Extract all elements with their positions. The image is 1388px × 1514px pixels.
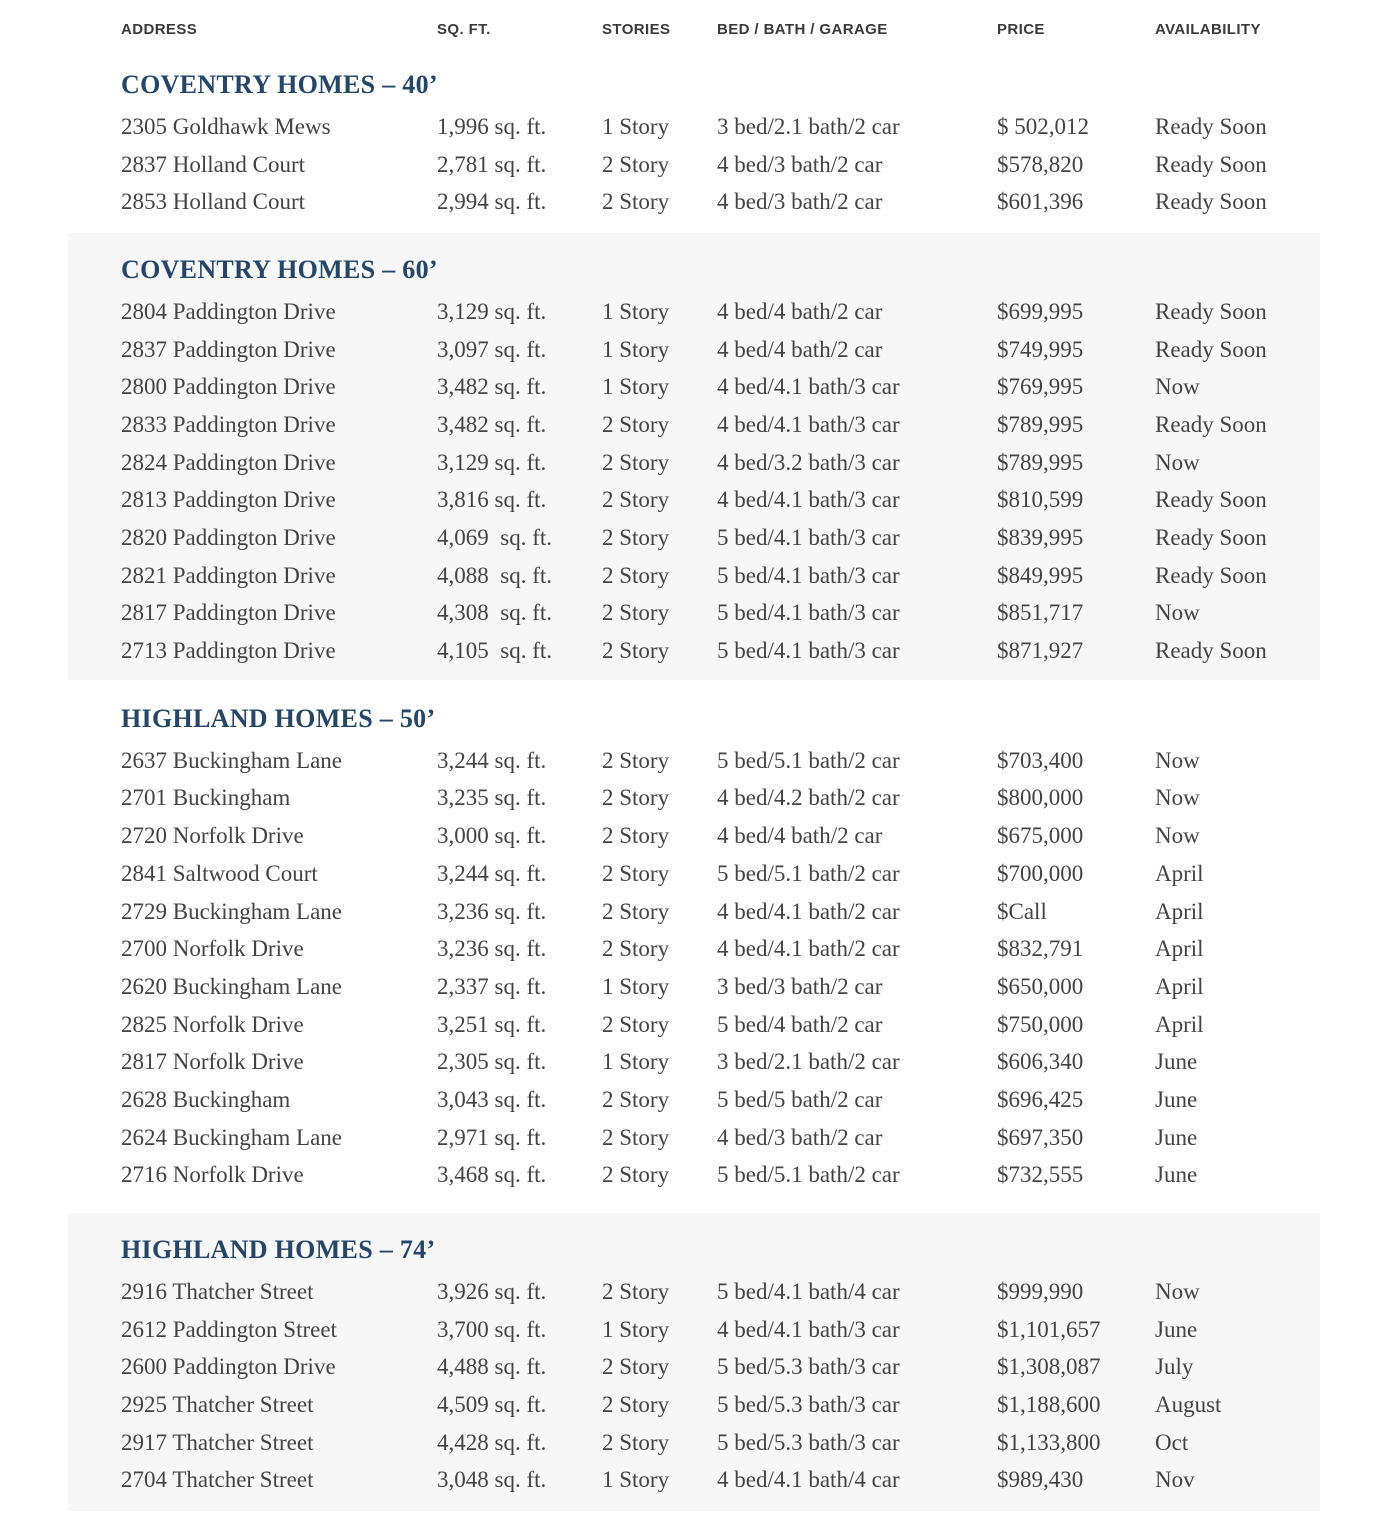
cell-sqft: 3,926 sq. ft.: [437, 1279, 547, 1305]
cell-bed-bath-garage: 4 bed/4 bath/2 car: [717, 298, 883, 324]
table-row: [121, 595, 1320, 633]
cell-stories: 2 Story: [602, 1392, 670, 1418]
cell-stories: 2 Story: [602, 487, 670, 513]
cell-availability: Now: [1155, 449, 1200, 475]
cell-sqft: 4,509 sq. ft.: [437, 1392, 547, 1418]
table-row: [121, 108, 1320, 146]
cell-sqft: 3,482 sq. ft.: [437, 411, 547, 437]
cell-price: $800,000: [997, 785, 1084, 811]
table-header-row: [0, 0, 1388, 38]
table-row: [121, 1462, 1320, 1500]
cell-sqft: 4,088 sq. ft.: [437, 562, 552, 588]
cell-price: $851,717: [997, 600, 1084, 626]
cell-address: 2817 Paddington Drive: [121, 600, 336, 626]
cell-sqft: 3,043 sq. ft.: [437, 1086, 547, 1112]
cell-price: $697,350: [997, 1124, 1084, 1150]
cell-price: $1,133,800: [997, 1429, 1101, 1455]
cell-stories: 1 Story: [602, 1467, 670, 1493]
cell-address: 2824 Paddington Drive: [121, 449, 336, 475]
cell-sqft: 2,337 sq. ft.: [437, 973, 547, 999]
cell-price: $606,340: [997, 1049, 1084, 1075]
cell-availability: April: [1155, 1011, 1204, 1037]
listing-section: [68, 702, 1320, 1194]
cell-address: 2628 Buckingham: [121, 1086, 291, 1112]
cell-sqft: 3,048 sq. ft.: [437, 1467, 547, 1493]
cell-stories: 2 Story: [602, 1429, 670, 1455]
cell-address: 2612 Paddington Street: [121, 1316, 337, 1342]
cell-bed-bath-garage: 4 bed/4.1 bath/2 car: [717, 936, 900, 962]
table-row: [121, 930, 1320, 968]
cell-price: $732,555: [997, 1162, 1084, 1188]
cell-address: 2701 Buckingham: [121, 785, 291, 811]
cell-stories: 2 Story: [602, 600, 670, 626]
cell-sqft: 2,781 sq. ft.: [437, 151, 547, 177]
listing-section: [68, 233, 1320, 680]
cell-stories: 2 Story: [602, 1011, 670, 1037]
cell-bed-bath-garage: 5 bed/5.3 bath/3 car: [717, 1429, 900, 1455]
cell-bed-bath-garage: 4 bed/4 bath/2 car: [717, 823, 883, 849]
cell-bed-bath-garage: 5 bed/4.1 bath/3 car: [717, 638, 900, 664]
table-row: [121, 1081, 1320, 1119]
cell-sqft: 4,308 sq. ft.: [437, 600, 552, 626]
cell-sqft: 3,097 sq. ft.: [437, 336, 547, 362]
cell-stories: 1 Story: [602, 1316, 670, 1342]
cell-availability: June: [1155, 1316, 1198, 1342]
cell-bed-bath-garage: 5 bed/4.1 bath/4 car: [717, 1279, 900, 1305]
cell-address: 2624 Buckingham Lane: [121, 1124, 343, 1150]
table-row: [121, 444, 1320, 482]
cell-stories: 2 Story: [602, 449, 670, 475]
cell-availability: April: [1155, 898, 1204, 924]
cell-stories: 2 Story: [602, 1354, 670, 1380]
cell-stories: 2 Story: [602, 151, 670, 177]
cell-stories: 2 Story: [602, 860, 670, 886]
cell-price: $1,308,087: [997, 1354, 1101, 1380]
cell-sqft: 3,129 sq. ft.: [437, 298, 547, 324]
cell-sqft: 3,000 sq. ft.: [437, 823, 547, 849]
cell-bed-bath-garage: 4 bed/4.1 bath/3 car: [717, 411, 900, 437]
cell-address: 2820 Paddington Drive: [121, 525, 336, 551]
cell-availability: Ready Soon: [1155, 525, 1267, 551]
cell-bed-bath-garage: 4 bed/3.2 bath/3 car: [717, 449, 900, 475]
cell-price: $769,995: [997, 374, 1084, 400]
table-row: [121, 817, 1320, 855]
cell-price: $749,995: [997, 336, 1084, 362]
cell-availability: Now: [1155, 1279, 1200, 1305]
listings-sections: [0, 68, 1388, 1511]
cell-price: $810,599: [997, 487, 1084, 513]
cell-sqft: 3,468 sq. ft.: [437, 1162, 547, 1188]
column-header-price: PRICE: [997, 21, 1045, 38]
cell-price: $699,995: [997, 298, 1084, 324]
cell-address: 2704 Thatcher Street: [121, 1467, 314, 1493]
cell-availability: Ready Soon: [1155, 189, 1267, 215]
cell-availability: April: [1155, 936, 1204, 962]
cell-price: $832,791: [997, 936, 1084, 962]
cell-stories: 2 Story: [602, 638, 670, 664]
table-row: [121, 482, 1320, 520]
cell-address: 2837 Holland Court: [121, 151, 305, 177]
cell-availability: Now: [1155, 600, 1200, 626]
section-title: HIGHLAND HOMES – 50’: [121, 703, 436, 733]
table-row: [121, 632, 1320, 670]
cell-price: $871,927: [997, 638, 1084, 664]
listing-section: [68, 1213, 1320, 1511]
cell-availability: Ready Soon: [1155, 336, 1267, 362]
cell-sqft: 3,482 sq. ft.: [437, 374, 547, 400]
cell-bed-bath-garage: 4 bed/4.2 bath/2 car: [717, 785, 900, 811]
table-row: [121, 1273, 1320, 1311]
cell-availability: July: [1155, 1354, 1194, 1380]
table-row: [121, 331, 1320, 369]
cell-address: 2925 Thatcher Street: [121, 1392, 314, 1418]
column-header-sqft: SQ. FT.: [437, 21, 491, 38]
cell-availability: Now: [1155, 823, 1200, 849]
section-title: COVENTRY HOMES – 40’: [121, 70, 438, 99]
table-row: [121, 519, 1320, 557]
cell-stories: 1 Story: [602, 113, 670, 139]
cell-address: 2813 Paddington Drive: [121, 487, 336, 513]
cell-bed-bath-garage: 5 bed/4.1 bath/3 car: [717, 525, 900, 551]
cell-price: $675,000: [997, 823, 1084, 849]
cell-address: 2917 Thatcher Street: [121, 1429, 314, 1455]
table-row: [121, 968, 1320, 1006]
table-row: [121, 406, 1320, 444]
cell-bed-bath-garage: 3 bed/2.1 bath/2 car: [717, 1049, 900, 1075]
cell-availability: June: [1155, 1162, 1198, 1188]
cell-stories: 2 Story: [602, 525, 670, 551]
cell-sqft: 3,244 sq. ft.: [437, 747, 547, 773]
cell-stories: 1 Story: [602, 336, 670, 362]
cell-bed-bath-garage: 4 bed/4.1 bath/3 car: [717, 487, 900, 513]
table-row: [121, 293, 1320, 331]
cell-availability: Now: [1155, 785, 1200, 811]
cell-stories: 2 Story: [602, 562, 670, 588]
cell-stories: 2 Story: [602, 1124, 670, 1150]
cell-stories: 2 Story: [602, 411, 670, 437]
table-row: [121, 893, 1320, 931]
cell-stories: 2 Story: [602, 785, 670, 811]
cell-bed-bath-garage: 5 bed/5.1 bath/2 car: [717, 860, 900, 886]
listing-section: [68, 68, 1320, 221]
cell-stories: 2 Story: [602, 823, 670, 849]
cell-bed-bath-garage: 4 bed/3 bath/2 car: [717, 189, 883, 215]
table-row: [121, 183, 1320, 221]
cell-address: 2729 Buckingham Lane: [121, 898, 343, 924]
cell-sqft: 3,236 sq. ft.: [437, 936, 547, 962]
cell-stories: 2 Story: [602, 1086, 670, 1112]
table-row: [121, 368, 1320, 406]
cell-stories: 2 Story: [602, 747, 670, 773]
cell-stories: 1 Story: [602, 298, 670, 324]
cell-sqft: 3,235 sq. ft.: [437, 785, 547, 811]
cell-availability: Ready Soon: [1155, 151, 1267, 177]
cell-price: $601,396: [997, 189, 1084, 215]
cell-sqft: 3,129 sq. ft.: [437, 449, 547, 475]
cell-bed-bath-garage: 4 bed/4.1 bath/2 car: [717, 898, 900, 924]
cell-availability: Ready Soon: [1155, 113, 1267, 139]
cell-price: $999,990: [997, 1279, 1084, 1305]
cell-address: 2305 Goldhawk Mews: [121, 113, 331, 139]
cell-availability: Nov: [1155, 1467, 1195, 1493]
cell-sqft: 4,488 sq. ft.: [437, 1354, 547, 1380]
cell-price: $1,101,657: [997, 1316, 1101, 1342]
cell-sqft: 3,236 sq. ft.: [437, 898, 547, 924]
table-row: [121, 1311, 1320, 1349]
cell-stories: 1 Story: [602, 374, 670, 400]
cell-address: 2713 Paddington Drive: [121, 638, 336, 664]
cell-bed-bath-garage: 5 bed/5.3 bath/3 car: [717, 1392, 900, 1418]
table-row: [121, 1349, 1320, 1387]
cell-bed-bath-garage: 5 bed/4.1 bath/3 car: [717, 562, 900, 588]
cell-price: $ 502,012: [997, 113, 1089, 139]
cell-bed-bath-garage: 4 bed/4 bath/2 car: [717, 336, 883, 362]
cell-sqft: 4,105 sq. ft.: [437, 638, 552, 664]
cell-bed-bath-garage: 4 bed/3 bath/2 car: [717, 1124, 883, 1150]
cell-address: 2620 Buckingham Lane: [121, 973, 343, 999]
cell-availability: April: [1155, 860, 1204, 886]
cell-availability: Oct: [1155, 1429, 1189, 1455]
table-row: [121, 1119, 1320, 1157]
cell-bed-bath-garage: 5 bed/5.3 bath/3 car: [717, 1354, 900, 1380]
cell-bed-bath-garage: 4 bed/4.1 bath/4 car: [717, 1467, 900, 1493]
cell-address: 2720 Norfolk Drive: [121, 823, 304, 849]
cell-bed-bath-garage: 4 bed/4.1 bath/3 car: [717, 374, 900, 400]
cell-address: 2833 Paddington Drive: [121, 411, 336, 437]
cell-stories: 2 Story: [602, 1279, 670, 1305]
cell-price: $1,188,600: [997, 1392, 1101, 1418]
cell-sqft: 3,251 sq. ft.: [437, 1011, 547, 1037]
cell-bed-bath-garage: 5 bed/5.1 bath/2 car: [717, 1162, 900, 1188]
cell-address: 2841 Saltwood Court: [121, 860, 318, 886]
column-header-bed-bath-garage: BED / BATH / GARAGE: [717, 21, 888, 38]
table-row: [121, 1006, 1320, 1044]
cell-availability: April: [1155, 973, 1204, 999]
cell-bed-bath-garage: 4 bed/4.1 bath/3 car: [717, 1316, 900, 1342]
cell-address: 2837 Paddington Drive: [121, 336, 336, 362]
section-title: HIGHLAND HOMES – 74’: [121, 1235, 436, 1265]
cell-address: 2817 Norfolk Drive: [121, 1049, 304, 1075]
cell-stories: 1 Story: [602, 1049, 670, 1075]
table-row: [121, 1386, 1320, 1424]
table-row: [121, 1424, 1320, 1462]
cell-availability: Ready Soon: [1155, 298, 1267, 324]
cell-price: $849,995: [997, 562, 1084, 588]
table-row: [121, 146, 1320, 184]
column-header-stories: STORIES: [602, 21, 671, 38]
cell-sqft: 2,971 sq. ft.: [437, 1124, 547, 1150]
column-header-address: ADDRESS: [121, 21, 198, 38]
cell-price: $Call: [997, 898, 1047, 924]
cell-stories: 2 Story: [602, 189, 670, 215]
cell-stories: 2 Story: [602, 1162, 670, 1188]
cell-availability: August: [1155, 1392, 1222, 1418]
table-row: [121, 742, 1320, 780]
section-title: COVENTRY HOMES – 60’: [121, 255, 438, 285]
column-header-availability: AVAILABILITY: [1155, 21, 1261, 38]
cell-availability: June: [1155, 1049, 1198, 1075]
cell-address: 2800 Paddington Drive: [121, 374, 336, 400]
cell-price: $789,995: [997, 449, 1084, 475]
cell-bed-bath-garage: 5 bed/4 bath/2 car: [717, 1011, 883, 1037]
cell-availability: June: [1155, 1124, 1198, 1150]
cell-bed-bath-garage: 5 bed/4.1 bath/3 car: [717, 600, 900, 626]
cell-price: $839,995: [997, 525, 1084, 551]
cell-availability: Ready Soon: [1155, 638, 1267, 664]
cell-availability: Now: [1155, 374, 1200, 400]
cell-bed-bath-garage: 5 bed/5 bath/2 car: [717, 1086, 883, 1112]
cell-price: $789,995: [997, 411, 1084, 437]
cell-price: $703,400: [997, 747, 1084, 773]
table-row: [121, 1157, 1320, 1195]
table-row: [121, 1043, 1320, 1081]
table-row: [121, 855, 1320, 893]
cell-address: 2804 Paddington Drive: [121, 298, 336, 324]
cell-address: 2821 Paddington Drive: [121, 562, 336, 588]
table-row: [121, 557, 1320, 595]
cell-address: 2853 Holland Court: [121, 189, 305, 215]
cell-bed-bath-garage: 4 bed/3 bath/2 car: [717, 151, 883, 177]
cell-sqft: 2,994 sq. ft.: [437, 189, 547, 215]
cell-price: $700,000: [997, 860, 1084, 886]
cell-sqft: 4,428 sq. ft.: [437, 1429, 547, 1455]
cell-stories: 1 Story: [602, 973, 670, 999]
cell-price: $578,820: [997, 151, 1084, 177]
cell-availability: Ready Soon: [1155, 562, 1267, 588]
cell-address: 2637 Buckingham Lane: [121, 747, 343, 773]
cell-address: 2825 Norfolk Drive: [121, 1011, 304, 1037]
cell-availability: Ready Soon: [1155, 411, 1267, 437]
cell-stories: 2 Story: [602, 936, 670, 962]
cell-price: $989,430: [997, 1467, 1084, 1493]
cell-price: $650,000: [997, 973, 1084, 999]
cell-sqft: 3,816 sq. ft.: [437, 487, 547, 513]
cell-sqft: 3,244 sq. ft.: [437, 860, 547, 886]
cell-sqft: 3,700 sq. ft.: [437, 1316, 547, 1342]
cell-availability: Now: [1155, 747, 1200, 773]
cell-price: $696,425: [997, 1086, 1084, 1112]
cell-sqft: 2,305 sq. ft.: [437, 1049, 547, 1075]
cell-address: 2700 Norfolk Drive: [121, 936, 304, 962]
cell-bed-bath-garage: 5 bed/5.1 bath/2 car: [717, 747, 900, 773]
cell-address: 2716 Norfolk Drive: [121, 1162, 304, 1188]
table-row: [121, 780, 1320, 818]
cell-sqft: 1,996 sq. ft.: [437, 113, 547, 139]
cell-availability: Ready Soon: [1155, 487, 1267, 513]
cell-sqft: 4,069 sq. ft.: [437, 525, 552, 551]
cell-bed-bath-garage: 3 bed/3 bath/2 car: [717, 973, 883, 999]
cell-bed-bath-garage: 3 bed/2.1 bath/2 car: [717, 113, 900, 139]
cell-address: 2916 Thatcher Street: [121, 1279, 314, 1305]
cell-availability: June: [1155, 1086, 1198, 1112]
cell-price: $750,000: [997, 1011, 1084, 1037]
cell-stories: 2 Story: [602, 898, 670, 924]
cell-address: 2600 Paddington Drive: [121, 1354, 336, 1380]
